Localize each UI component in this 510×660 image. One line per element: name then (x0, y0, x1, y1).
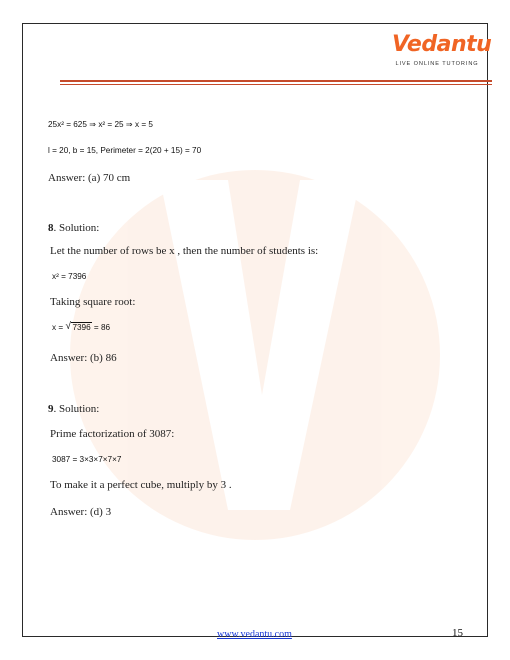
logo-wordmark: Vedantu (392, 32, 492, 57)
q9-heading (48, 403, 99, 415)
q7-equation-2: l = 20, b = 15, Perimeter = 2(20 + 15) = 70 (48, 146, 202, 155)
q8-step: Taking square root: (50, 296, 136, 308)
q9-answer: Answer: (d) 3 (50, 506, 112, 518)
q8-equation: x² = 7396 (52, 272, 87, 281)
header-rule-thin (60, 84, 492, 85)
vedantu-logo (392, 32, 492, 68)
page-number: 15 (452, 627, 463, 639)
logo-tagline: LIVE ONLINE TUTORING (395, 61, 479, 67)
square-root-sign: √ 7396 (65, 321, 91, 332)
q8-heading-label: . Solution: (53, 222, 100, 234)
q8-heading (48, 222, 99, 234)
q9-equation: 3087 = 3×3×7×7×7 (52, 455, 122, 464)
q8-sqrt-equation (52, 323, 110, 332)
q7-answer: Answer: (a) 70 cm (48, 172, 131, 184)
q9-heading-label: . Solution: (53, 403, 100, 415)
q9-number: 9 (48, 403, 54, 415)
q8-answer: Answer: (b) 86 (50, 352, 117, 364)
q8-sqrt-rhs: = 86 (91, 323, 111, 332)
footer-website-link[interactable]: www.vedantu.com (217, 629, 292, 640)
q8-intro: Let the number of rows be x , then the number of students is: (50, 245, 319, 257)
q9-step: To make it a perfect cube, multiply by 3 . (50, 479, 232, 491)
q8-sqrt-radicand: 7396 (72, 323, 91, 332)
q8-sqrt-lhs: x = (52, 323, 66, 332)
q8-number: 8 (48, 222, 54, 234)
q7-equation-1: 25x² = 625 ⇒ x² = 25 ⇒ x = 5 (48, 120, 153, 129)
q9-intro: Prime factorization of 3087: (50, 428, 175, 440)
header-rule (60, 80, 492, 82)
